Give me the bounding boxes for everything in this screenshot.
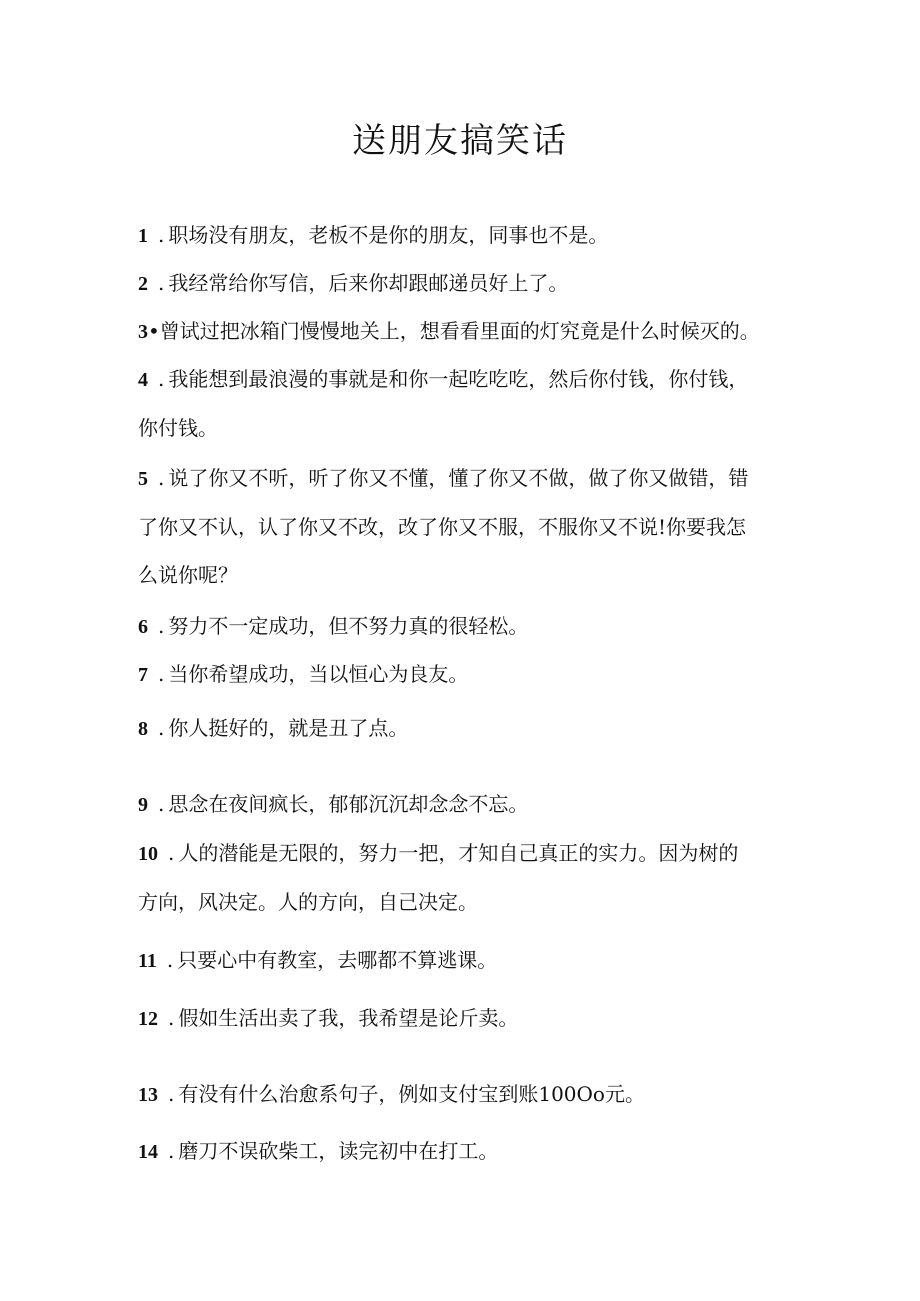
item-separator: . bbox=[158, 614, 165, 638]
item-separator: . bbox=[158, 367, 165, 391]
item-separator: . bbox=[158, 716, 165, 740]
list-item bbox=[138, 211, 798, 260]
item-text: 只要心中有教室，去哪都不算逃课。 bbox=[177, 948, 498, 972]
list-item bbox=[138, 829, 798, 926]
item-text: 说了你又不听，听了你又不懂，懂了你又不做，做了你又做错，错 bbox=[168, 466, 749, 490]
list-item bbox=[138, 650, 798, 699]
item-text: 我能想到最浪漫的事就是和你一起吃吃吃，然后你付钱，你付钱， bbox=[168, 367, 749, 391]
item-text: 努力不一定成功，但不努力真的很轻松。 bbox=[168, 614, 529, 638]
list-item bbox=[138, 704, 798, 753]
item-separator: . bbox=[158, 662, 165, 686]
item-text: 假如生活出卖了我，我希望是论斤卖。 bbox=[178, 1006, 519, 1030]
item-text-continued: 你付钱。 bbox=[138, 416, 218, 440]
item-number: 2 bbox=[138, 273, 148, 295]
item-number: 13 bbox=[138, 1084, 158, 1106]
item-text: 我经常给你写信，后来你却跟邮递员好上了。 bbox=[168, 271, 569, 295]
item-text-continued: 了你又不认，认了你又不改，改了你又不服，不服你又不说!你要我怎 bbox=[138, 515, 747, 539]
item-text: 磨刀不误砍柴工，读完初中在打工。 bbox=[178, 1139, 499, 1163]
item-number: 8 bbox=[138, 718, 148, 740]
item-separator: . bbox=[158, 792, 165, 816]
item-number: 12 bbox=[138, 1008, 158, 1030]
list-item bbox=[138, 780, 798, 829]
list-item bbox=[138, 602, 798, 651]
item-number: 10 bbox=[138, 843, 158, 865]
item-text: 思念在夜间疯长，郁郁沉沉却念念不忘。 bbox=[168, 792, 529, 816]
item-text: 人的潜能是无限的，努力一把，才知自己真正的实力。因为树的 bbox=[178, 841, 739, 865]
item-separator: . bbox=[168, 1139, 175, 1163]
item-text-continued: 么说你呢？ bbox=[138, 563, 238, 587]
list-item bbox=[138, 454, 798, 599]
item-number: 5 bbox=[138, 468, 148, 490]
item-text: 你人挺好的，就是丑了点。 bbox=[168, 716, 409, 740]
item-text: 职场没有朋友，老板不是你的朋友，同事也不是。 bbox=[168, 223, 609, 247]
item-number: 1 bbox=[138, 225, 148, 247]
item-separator: . bbox=[166, 948, 174, 972]
item-text: 有没有什么治愈系句子，例如支付宝到账100Oo元。 bbox=[178, 1082, 645, 1106]
list-item bbox=[138, 307, 818, 356]
item-text: 曾试过把冰箱门慢慢地关上，想看看里面的灯究竟是什么时候灭的。 bbox=[159, 319, 760, 343]
item-number: 9 bbox=[138, 794, 148, 816]
list-item bbox=[138, 1127, 798, 1176]
list-item bbox=[138, 994, 798, 1043]
document-title: 送朋友搞笑话 bbox=[352, 121, 568, 161]
item-number: 11 bbox=[138, 950, 157, 972]
item-separator: . bbox=[168, 841, 175, 865]
item-number: 14 bbox=[138, 1141, 158, 1163]
list-item bbox=[138, 936, 798, 985]
item-separator: . bbox=[168, 1082, 175, 1106]
item-number: 6 bbox=[138, 616, 148, 638]
item-number: 4 bbox=[138, 369, 148, 391]
item-separator: . bbox=[158, 223, 165, 247]
list-item bbox=[138, 259, 798, 308]
item-separator: . bbox=[158, 271, 165, 295]
item-separator: • bbox=[148, 319, 160, 343]
item-text: 当你希望成功，当以恒心为良友。 bbox=[168, 662, 469, 686]
item-number: 7 bbox=[138, 664, 148, 686]
item-text-continued: 方向，风决定。人的方向，自己决定。 bbox=[138, 890, 478, 914]
list-item bbox=[138, 355, 798, 452]
item-number: 3 bbox=[138, 321, 148, 343]
list-item bbox=[138, 1070, 798, 1119]
item-separator: . bbox=[168, 1006, 175, 1030]
item-separator: . bbox=[158, 466, 165, 490]
